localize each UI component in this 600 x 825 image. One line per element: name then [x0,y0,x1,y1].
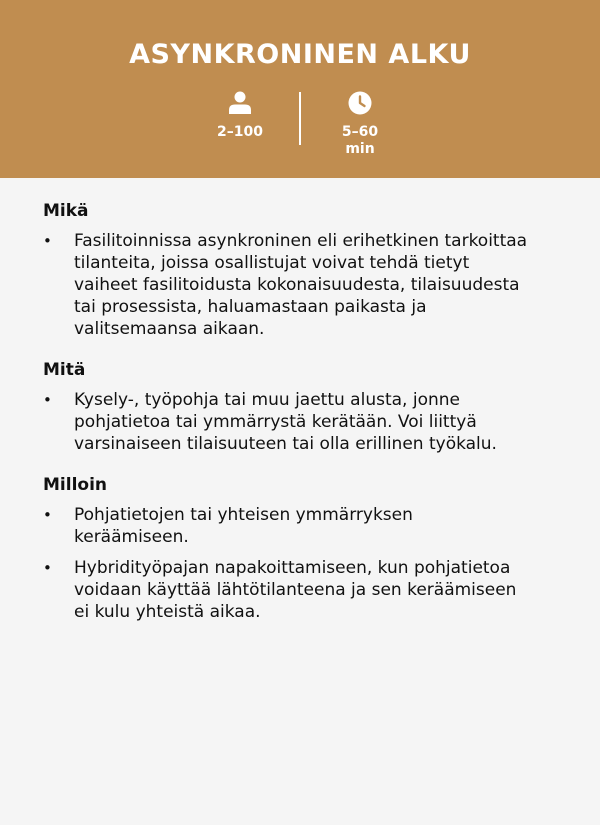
section-heading: Mitä [43,360,86,380]
section-mika [43,199,530,340]
participants-value: 2–100 [217,124,263,140]
card-stats [0,90,600,170]
person-icon [227,90,253,116]
list-item-text: Fasilitoinnissa asynkroninen eli erihetkinen tarkoittaa tilanteita, joissa osallistujat voivat tehdä tietyt vaiheet fasilitoidusta kokonaisuudesta, tilaisuudesta tai prosessista, haluamastaan paikasta ja valitsemaansa aikaan. [74,231,528,339]
list-item-text: Hybridityöpajan napakoittamiseen, kun pohjatietoa voidaan käyttää lähtötilanteena ja sen keräämiseen ei kulu yhteistä aikaa. [74,558,517,622]
bullet: • [43,391,52,409]
bullet: • [43,559,52,577]
duration-value: 5–60 [341,124,379,140]
section-heading: Mikä [43,201,89,221]
list-item [43,230,530,340]
duration-unit: min [345,141,375,157]
duration-stat [300,90,420,158]
list-item-text: Kysely-, työpohja tai muu jaettu alusta, jonne pohjatietoa tai ymmärrystä kerätään. Voi liittyä varsinaiseen tilaisuuteen tai olla erillinen työkalu. [74,390,497,454]
bullet: • [43,506,52,524]
card-content [0,178,600,623]
bullet: • [43,232,52,250]
section-list [43,504,530,623]
list-item [43,504,530,548]
section-heading: Milloin [43,475,108,495]
card-title: ASYNKRONINEN ALKU [129,39,471,70]
list-item [43,557,530,623]
card-header [0,0,600,178]
clock-icon [347,90,373,116]
section-list [43,389,530,455]
section-mita [43,358,530,455]
section-milloin [43,473,530,623]
list-item [43,389,530,455]
participants-stat [180,90,300,141]
list-item-text: Pohjatietojen tai yhteisen ymmärryksen keräämiseen. [74,505,413,547]
section-list [43,230,530,340]
